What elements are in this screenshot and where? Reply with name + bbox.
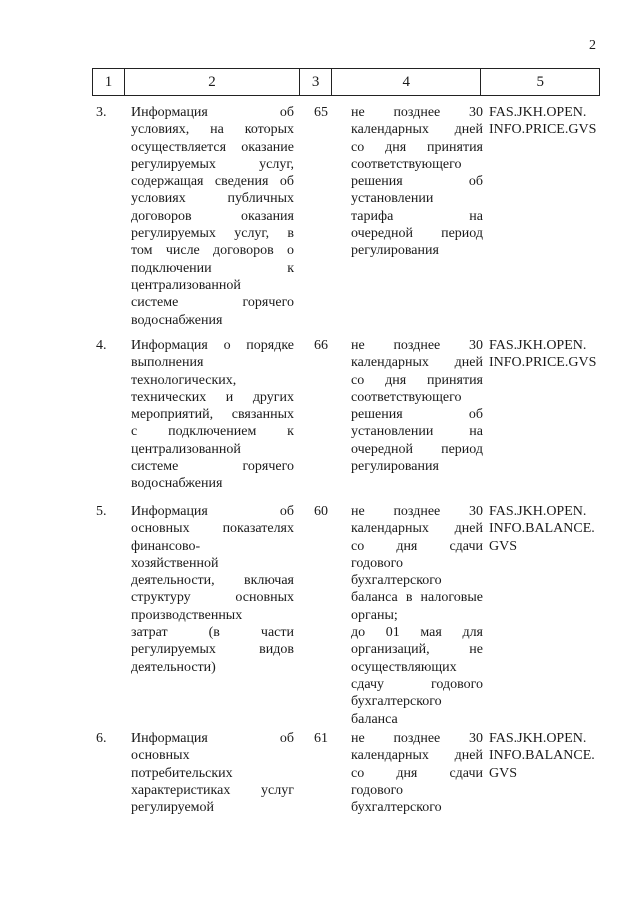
template-code-line: FAS.JKH.OPEN. (489, 731, 587, 746)
template-code (489, 337, 601, 372)
disclosure-term (351, 730, 483, 816)
info-name-line: финансово- (131, 538, 201, 554)
info-name-line: структуру основных (131, 590, 294, 606)
info-name-line: Информация о порядке (131, 338, 294, 353)
row-number: 5. (96, 504, 107, 519)
template-code (489, 503, 601, 555)
template-code-line: FAS.JKH.OPEN. (489, 105, 587, 120)
disclosure-term (351, 337, 483, 475)
disclosure-term-line: организаций, не (351, 642, 483, 658)
info-name-line: регулируемых видов (131, 642, 294, 658)
table-header (92, 68, 600, 96)
info-name-line: осуществляется оказание (131, 139, 294, 155)
disclosure-term-line: очередной период (351, 441, 483, 457)
row-number: 6. (96, 731, 107, 746)
disclosure-term-line: баланса (351, 711, 398, 727)
info-name-line: деятельности) (131, 659, 216, 675)
info-name-line: с подключением к (131, 424, 294, 440)
disclosure-term-line: бухгалтерского (351, 800, 442, 816)
disclosure-term-line: установлении (351, 191, 434, 207)
disclosure-term-line: решения об (351, 407, 483, 423)
disclosure-term-line: соответствующего (351, 389, 462, 405)
info-name-line: регулируемых услуг, в (131, 226, 294, 242)
disclosure-term-line: решения об (351, 174, 483, 190)
disclosure-term-line: сдачу годового (351, 676, 483, 692)
disclosure-term-line: органы; (351, 607, 398, 623)
info-name-line: регулируемой (131, 800, 215, 816)
disclosure-term-line: со дня принятия (351, 139, 483, 155)
disclosure-term-line: тарифа на (351, 208, 483, 224)
template-code-line: INFO.BALANCE. (489, 748, 595, 764)
info-name (131, 104, 294, 329)
disclosure-term-line: годового (351, 782, 404, 798)
disclosure-term (351, 104, 483, 260)
disclosure-term-line: до 01 мая для (351, 625, 483, 641)
template-code (489, 730, 601, 782)
disclosure-term-line: регулирования (351, 459, 439, 475)
disclosure-term-line: установлении на (351, 424, 483, 440)
info-name-line: системе горячего (131, 295, 294, 311)
header-col-2: 2 (125, 69, 300, 95)
info-name-line: основных (131, 748, 190, 764)
header-col-3: 3 (300, 69, 332, 95)
disclosure-term-line: календарных дней (351, 122, 483, 138)
info-name-line: водоснабжения (131, 312, 223, 328)
header-col-5: 5 (536, 73, 544, 90)
info-name-line: мероприятий, связанных (131, 407, 294, 423)
template-code-line: INFO.PRICE.GVS (489, 122, 597, 138)
disclosure-term-line: не позднее 30 (351, 504, 483, 519)
disclosure-term-line: осуществляющих (351, 659, 457, 675)
info-name-line: деятельности, включая (131, 573, 294, 589)
info-name-line: подключении к (131, 260, 294, 276)
disclosure-term-line: со дня принятия (351, 372, 483, 388)
template-code-line: FAS.JKH.OPEN. (489, 338, 587, 353)
header-col-1: 1 (93, 69, 125, 95)
row-number: 3. (96, 105, 107, 120)
info-name-line: централизованной (131, 277, 241, 293)
template-code-line: FAS.JKH.OPEN. (489, 504, 587, 519)
template-code-line: GVS (489, 765, 518, 781)
disclosure-term-line: со дня сдачи (351, 765, 483, 781)
disclosure-term-line: календарных дней (351, 748, 483, 764)
disclosure-term-line: очередной период (351, 226, 483, 242)
info-name-line: затрат (в части (131, 625, 294, 641)
info-name-line: производственных (131, 607, 243, 623)
info-name (131, 503, 294, 676)
info-name-line: условиях, на которых (131, 122, 294, 138)
template-code-line: INFO.PRICE.GVS (489, 355, 597, 371)
info-name-line: том числе договоров о (131, 243, 294, 259)
row-code: 60 (314, 504, 328, 519)
disclosure-term-line: бухгалтерского (351, 694, 442, 710)
info-name-line: характеристиках услуг (131, 782, 294, 798)
info-name-line: хозяйственной (131, 555, 219, 571)
template-code (489, 104, 601, 139)
disclosure-term-line: соответствующего (351, 156, 462, 172)
disclosure-term-line: бухгалтерского (351, 573, 442, 589)
row-code: 61 (314, 731, 328, 746)
header-col-4: 4 (332, 69, 481, 95)
info-name (131, 337, 294, 493)
page-number: 2 (589, 38, 596, 53)
disclosure-term-line: календарных дней (351, 355, 483, 371)
info-name-line: централизованной (131, 441, 241, 457)
info-name-line: Информация об (131, 731, 294, 746)
info-name-line: договоров оказания (131, 208, 294, 224)
info-name-line: Информация об (131, 504, 294, 519)
disclosure-term-line: не позднее 30 (351, 338, 483, 353)
info-name-line: технологических, (131, 372, 237, 388)
disclosure-term-line: баланса в налоговые (351, 590, 483, 606)
info-name-line: технических и других (131, 389, 294, 405)
info-name-line: регулируемых услуг, (131, 156, 294, 172)
disclosure-term-line: годового (351, 555, 404, 571)
info-name (131, 730, 294, 816)
disclosure-term-line: календарных дней (351, 521, 483, 537)
info-name-line: содержащая сведения об (131, 174, 294, 190)
disclosure-term (351, 503, 483, 728)
disclosure-term-line: не позднее 30 (351, 105, 483, 120)
info-name-line: основных показателях (131, 521, 294, 537)
template-code-line: INFO.BALANCE. (489, 521, 595, 537)
info-name-line: водоснабжения (131, 476, 223, 492)
info-name-line: условиях публичных (131, 191, 294, 207)
row-code: 65 (314, 105, 328, 120)
row-number: 4. (96, 338, 107, 353)
template-code-line: GVS (489, 538, 518, 554)
disclosure-term-line: со дня сдачи (351, 538, 483, 554)
disclosure-term-line: не позднее 30 (351, 731, 483, 746)
disclosure-term-line: регулирования (351, 243, 439, 259)
info-name-line: системе горячего (131, 459, 294, 475)
row-code: 66 (314, 338, 328, 353)
info-name-line: потребительских (131, 765, 233, 781)
info-name-line: Информация об (131, 105, 294, 120)
info-name-line: выполнения (131, 355, 204, 371)
